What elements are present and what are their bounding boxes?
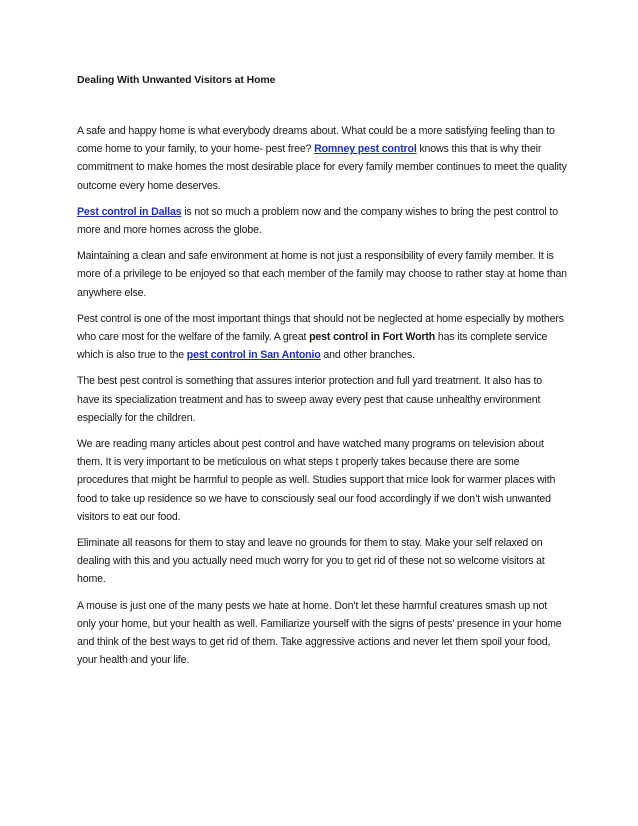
document-body: [77, 122, 567, 677]
paragraph-8: A mouse is just one of the many pests we hate at home. Don’t let these harmful creatures smash up not only your home, but your health as well. Familiarize yourself with the signs of pests’ presence in your home and think of the best ways to get rid of them. Take aggressive actions and never let them spoil your food, your health and your life.: [77, 599, 562, 667]
paragraph-6: We are reading many articles about pest control and have watched many programs on television about them. It is very important to be meticulous on what steps t properly takes because there are some procedures that might be harmful to people as well. Studies support that mice look for warmer places with food to take up residence so we have to consciously seal our food accordingly if we don’t wish unwanted visitors to eat our food.: [77, 438, 556, 523]
paragraph-4-text-c: and other branches.: [320, 349, 415, 362]
paragraph-1-text-a: A safe and happy home is what everybody dreams about. What could be a more satisfying feeling than to come home to your family, to your home- pest free?: [77, 125, 555, 156]
paragraph-2-text: is not so much a problem now and the company wishes to bring the pest control to more and more homes across the globe.: [77, 205, 558, 237]
paragraph-1-text-b: knows this that is why their commitment to make homes the most desirable place for every family member continues to meet the quality outcome every home deserves.: [77, 143, 567, 192]
document-title: Dealing With Unwanted Visitors at Home: [77, 74, 276, 86]
paragraph-4-text-a: Pest control is one of the most important things that should not be neglected at home especially by mothers who care most for the welfare of the family. A great: [77, 312, 564, 344]
fort-worth-bold-text: pest control in Fort Worth: [309, 331, 436, 344]
pest-control-san-antonio-link[interactable]: pest control in San Antonio: [186, 349, 321, 362]
paragraph-3: Maintaining a clean and safe environment at home is not just a responsibility of every family member. It is more of a privilege to be enjoyed so that each member of the family may choose to rather stay at home than anywhere else.: [77, 250, 567, 299]
paragraph-7: Eliminate all reasons for them to stay and leave no grounds for them to stay. Make your self relaxed on dealing with this and you actually need much worry for you to get rid of these not so welcome visitors at home.: [77, 537, 545, 586]
pest-control-dallas-link[interactable]: Pest control in Dallas: [77, 205, 182, 218]
paragraph-1: [77, 122, 567, 195]
paragraph-2: [77, 203, 567, 239]
paragraph-4-text-b: has its complete service which is also true to the: [77, 331, 548, 362]
romney-pest-control-link[interactable]: Romney pest control: [314, 143, 417, 156]
paragraph-5: The best pest control is something that assures interior protection and full yard treatment. It also has to have its specialization treatment and has to sweep away every pest that cause unhealthy environment especially for the children.: [77, 375, 543, 424]
paragraph-4: [77, 310, 567, 365]
